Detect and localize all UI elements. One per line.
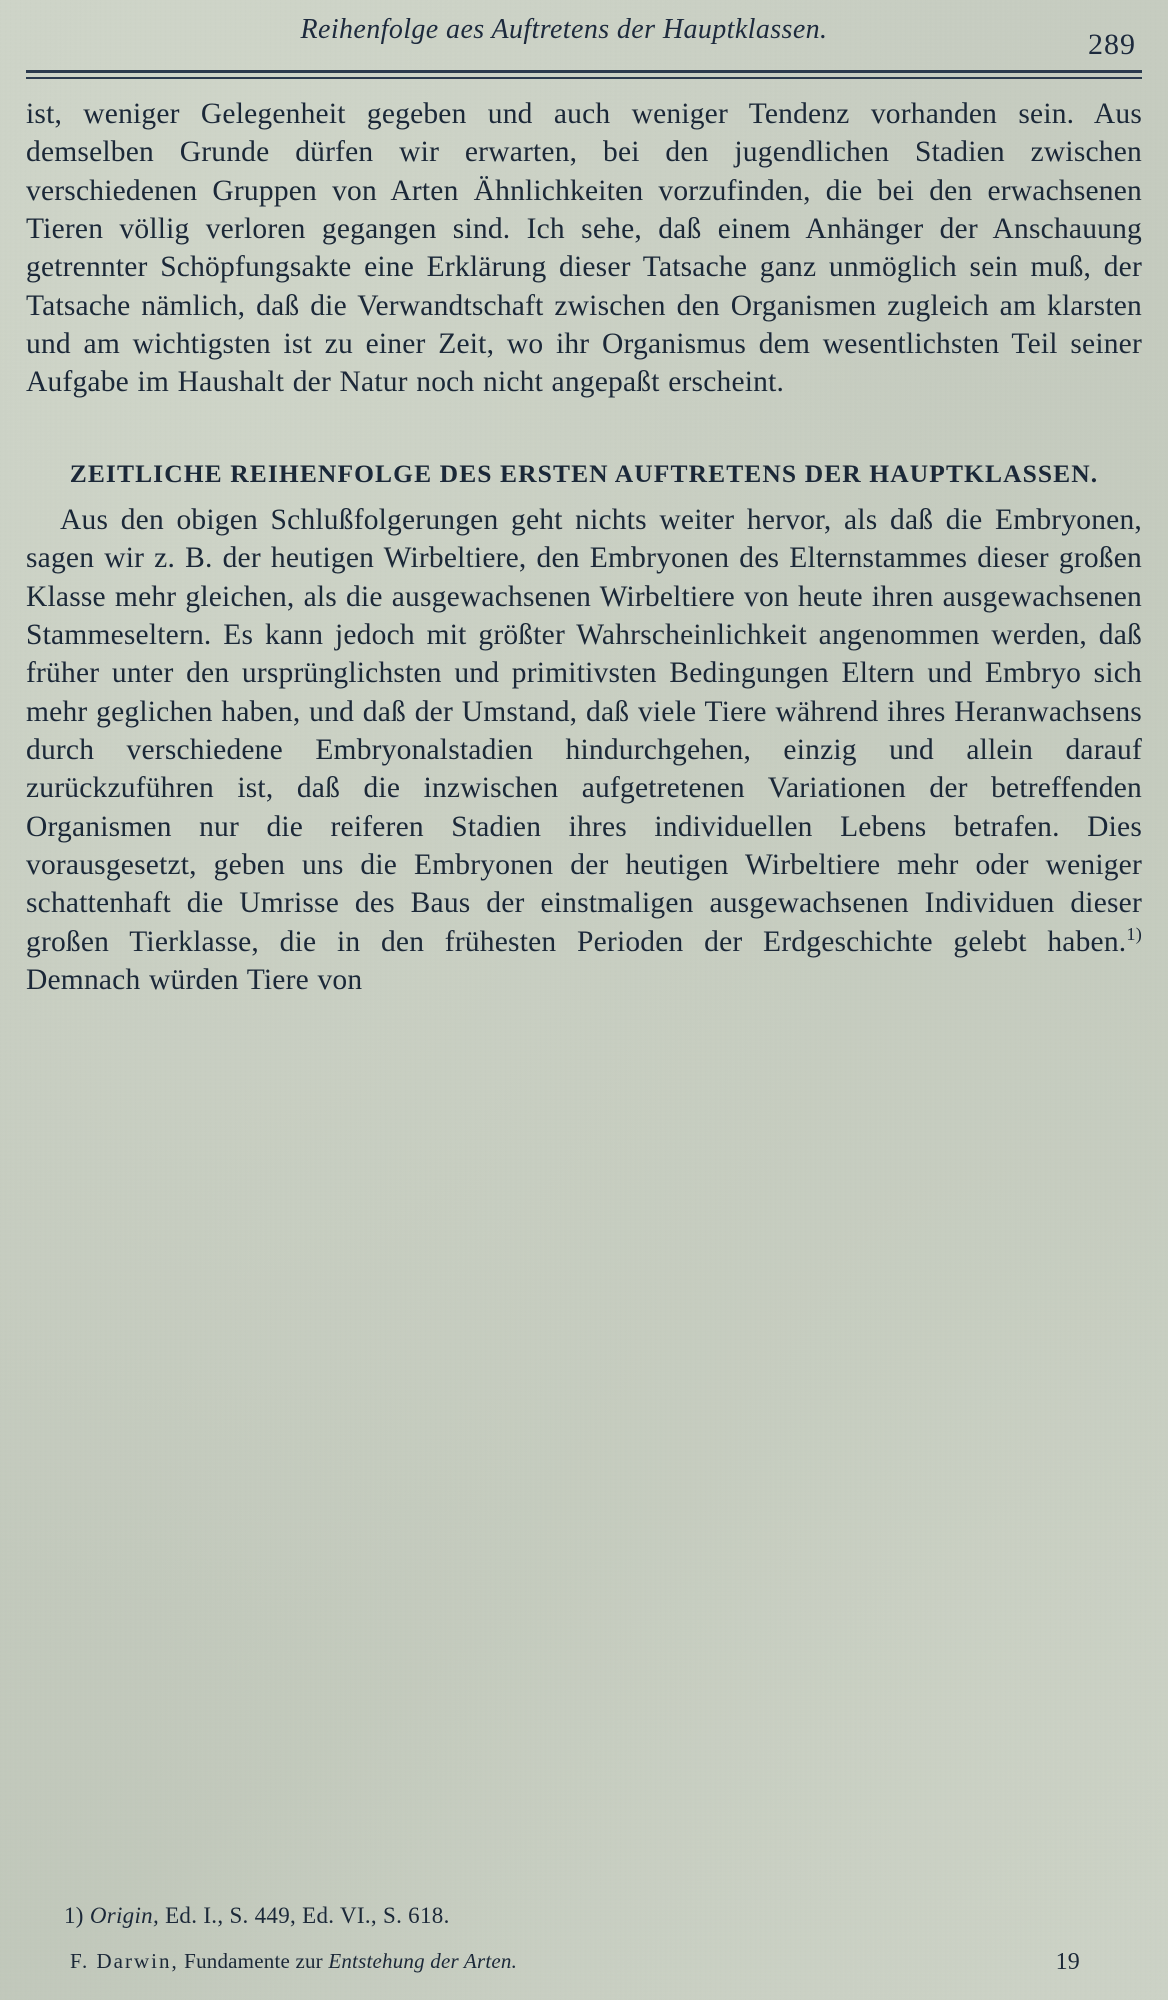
page-footer <box>26 1903 1142 1974</box>
footnote <box>26 1903 1142 1929</box>
footnote-reference-marker[interactable]: 1) <box>1126 923 1142 944</box>
colophon-work-title: Entstehung der Arten. <box>328 1949 518 1973</box>
footnote-marker: 1) <box>64 1903 84 1928</box>
colophon-text: Fundamente zur <box>178 1949 329 1973</box>
running-title: Reihenfolge aes Auftretens der Hauptklassen. <box>300 14 828 45</box>
page-content <box>0 0 1168 999</box>
header-divider <box>26 70 1142 79</box>
paragraph-body-text: Aus den obigen Schlußfolgerungen geht nichts weiter hervor, als daß die Embryonen, sagen wir z. B. der heutigen Wirbeltiere, den Embryonen des Elternstammes dieser großen Klasse mehr gleichen, als die ausgewachsenen Wirbeltiere von heute ihren ausgewachsenen Stammeseltern. Es kann jedoch mit größter Wahrscheinlichkeit angenommen werden, daß früher unter den ursprünglichsten und primitivsten Bedingungen Eltern und Embryo sich mehr geglichen haben, und daß der Umstand, daß viele Tiere während ihres Heranwachsens durch verschiedene Embryonalstadien hindurchgehen, einzig und allein darauf zurückzuführen ist, daß die inzwischen aufgetretenen Variationen der betreffenden Organismen nur die reiferen Stadien ihres individuellen Lebens betrafen. Dies vorausgesetzt, geben uns die Embryonen der heutigen Wirbeltiere mehr oder weniger schattenhaft die Umrisse des Baus der einstmaligen ausgewachsenen Individuen dieser großen Tierklasse, die in den frühesten Perioden der Erdgeschichte gelebt haben. <box>26 503 1142 958</box>
signature-mark: 19 <box>1055 1949 1080 1975</box>
colophon <box>26 1949 1142 1974</box>
section-heading: ZEITLICHE REIHENFOLGE DES ERSTEN AUFTRETENS DER HAUPTKLASSEN. <box>69 458 1099 488</box>
footnote-work-title: Origin, <box>89 1903 160 1928</box>
paragraph-body <box>26 501 1142 999</box>
paragraph-continued: ist, weniger Gelegenheit gegeben und auch weniger Tendenz vorhanden sein. Aus demselben Grunde dürfen wir erwarten, bei den jugendlichen Stadien zwischen verschiedenen Gruppen von Arten Ähnlichkeiten vorzufinden, die bei den erwachsenen Tieren völlig verloren gegangen sind. Ich sehe, daß einem Anhänger der Anschauung getrennter Schöpfungsakte eine Erklärung dieser Tatsache ganz unmöglich sein muß, der Tatsache nämlich, daß die Verwandtschaft zwischen den Organismen zugleich am klarsten und am wichtigsten ist zu einer Zeit, wo ihr Organismus dem wesentlichsten Teil seiner Aufgabe im Haushalt der Natur noch nicht angepaßt erscheint. <box>26 98 1142 399</box>
colophon-author: F. Darwin, <box>70 1949 179 1973</box>
paragraph-body-tail: Demnach würden Tiere von <box>26 964 363 997</box>
page-number: 289 <box>1088 28 1136 61</box>
footnote-reference: Ed. I., S. 449, Ed. VI., S. 618. <box>159 1903 450 1928</box>
running-head <box>26 0 1142 66</box>
